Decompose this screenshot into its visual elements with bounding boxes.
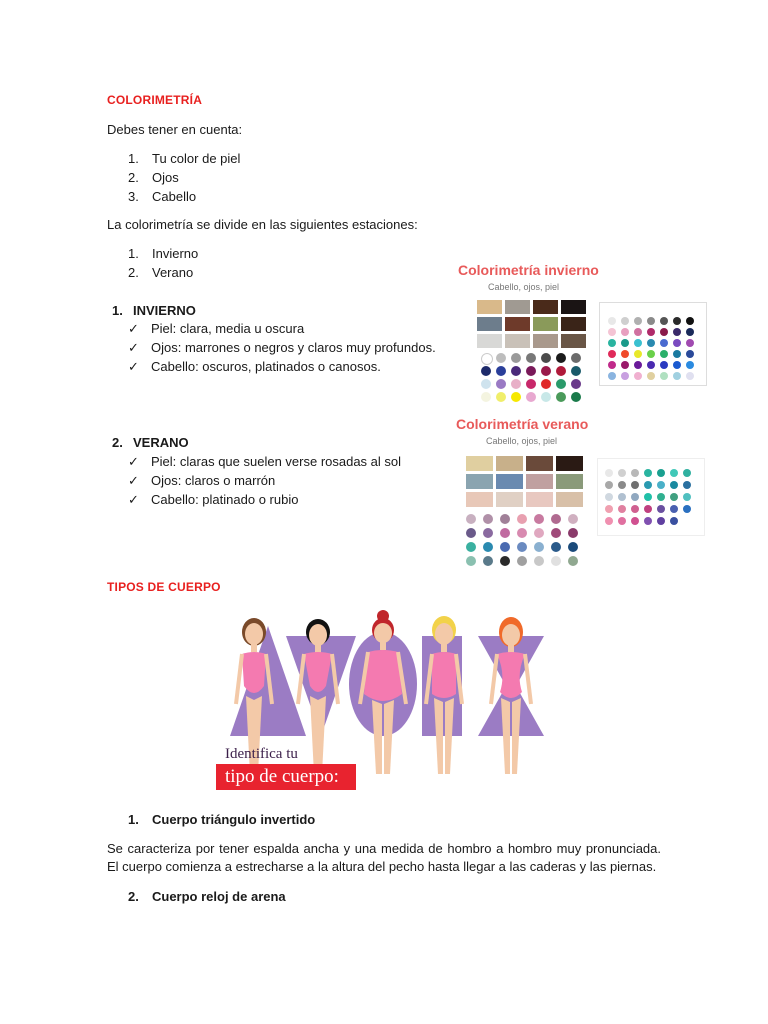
color-swatch xyxy=(526,366,536,376)
color-swatch xyxy=(621,339,629,347)
checkmark-icon: ✓ xyxy=(128,321,139,336)
color-swatch xyxy=(644,505,652,513)
color-swatch xyxy=(673,350,681,358)
banner-line-1: Identifica tu xyxy=(225,746,298,762)
color-swatch xyxy=(660,328,668,336)
factors-list xyxy=(107,150,407,210)
color-swatch xyxy=(670,517,678,525)
color-swatch xyxy=(634,339,642,347)
list-item: Verano xyxy=(152,265,194,280)
color-swatch xyxy=(466,542,476,552)
color-swatch xyxy=(496,366,506,376)
photo-swatch xyxy=(533,300,558,314)
panel-subtitle: Cabello, ojos, piel xyxy=(486,436,558,446)
color-swatch xyxy=(481,379,491,389)
color-swatch xyxy=(683,493,691,501)
checkmark-icon: ✓ xyxy=(128,454,139,469)
panel-title: Colorimetría invierno xyxy=(458,262,599,278)
body-types-image xyxy=(216,604,550,794)
color-swatch xyxy=(500,542,510,552)
color-swatch xyxy=(568,528,578,538)
color-swatch xyxy=(526,379,536,389)
color-swatch xyxy=(647,361,655,369)
color-swatch xyxy=(631,493,639,501)
item1-description: Se caracteriza por tener espalda ancha y una medida de hombro a hombro muy pronunciada. El cuerpo comienza a estrecharse a la altura del pecho hasta llegar a las caderas y las piernas. xyxy=(107,841,661,874)
color-swatch xyxy=(551,514,561,524)
color-swatch xyxy=(670,469,678,477)
list-item: Invierno xyxy=(152,246,199,261)
color-swatch xyxy=(621,328,629,336)
color-swatch xyxy=(673,361,681,369)
color-swatch xyxy=(605,481,613,489)
photo-swatch xyxy=(526,492,553,507)
color-swatch xyxy=(608,372,616,380)
color-swatch xyxy=(551,528,561,538)
photo-swatch xyxy=(496,456,523,471)
color-swatch xyxy=(673,339,681,347)
list-number: 2. xyxy=(128,170,139,185)
photo-swatch xyxy=(466,492,493,507)
color-swatch xyxy=(526,353,536,363)
photo-swatch xyxy=(505,317,530,331)
verano-number: 2. xyxy=(112,435,123,450)
seasons-list xyxy=(107,245,407,285)
color-swatch xyxy=(481,366,491,376)
color-swatch xyxy=(647,328,655,336)
color-swatch xyxy=(568,514,578,524)
seasons-intro: La colorimetría se divide en las siguientes estaciones: xyxy=(107,217,418,232)
item2-title: Cuerpo reloj de arena xyxy=(152,889,286,904)
color-swatch xyxy=(605,493,613,501)
color-swatch xyxy=(496,353,506,363)
item1-number: 1. xyxy=(128,812,139,827)
photo-swatch xyxy=(466,456,493,471)
intro-text: Debes tener en cuenta: xyxy=(107,122,243,137)
color-swatch xyxy=(526,392,536,402)
list-number: 1. xyxy=(128,246,139,261)
color-swatch xyxy=(571,366,581,376)
color-swatch xyxy=(500,556,510,566)
photo-swatch xyxy=(505,334,530,348)
color-swatch xyxy=(634,361,642,369)
color-swatch xyxy=(618,505,626,513)
color-swatch xyxy=(670,493,678,501)
photo-swatch xyxy=(477,334,502,348)
color-swatch xyxy=(608,339,616,347)
color-swatch xyxy=(483,556,493,566)
color-swatch xyxy=(631,481,639,489)
color-swatch xyxy=(631,517,639,525)
color-swatch xyxy=(481,353,493,365)
photo-swatch xyxy=(561,300,586,314)
list-item: Cabello xyxy=(152,189,197,204)
color-swatch xyxy=(534,528,544,538)
color-swatch xyxy=(660,361,668,369)
color-swatch xyxy=(541,366,551,376)
color-swatch xyxy=(644,493,652,501)
color-swatch xyxy=(605,505,613,513)
color-swatch xyxy=(556,379,566,389)
color-swatch xyxy=(534,514,544,524)
photo-swatch xyxy=(533,334,558,348)
color-swatch xyxy=(534,556,544,566)
item1-title: Cuerpo triángulo invertido xyxy=(152,812,316,827)
color-swatch xyxy=(517,542,527,552)
color-swatch xyxy=(605,469,613,477)
color-swatch xyxy=(634,350,642,358)
color-swatch xyxy=(686,361,694,369)
color-swatch xyxy=(673,328,681,336)
color-swatch xyxy=(686,339,694,347)
color-swatch xyxy=(571,353,581,363)
color-swatch xyxy=(657,481,665,489)
item2-number: 2. xyxy=(128,889,139,904)
color-swatch xyxy=(517,556,527,566)
color-swatch xyxy=(483,514,493,524)
bullet-text: Cabello: oscuros, platinados o canosos. xyxy=(151,359,381,374)
photo-swatch xyxy=(556,474,583,489)
color-swatch xyxy=(647,339,655,347)
color-swatch xyxy=(647,350,655,358)
color-swatch xyxy=(618,517,626,525)
bullet-text: Piel: claras que suelen verse rosadas al sol xyxy=(151,454,402,469)
palette-card xyxy=(599,302,707,386)
color-swatch xyxy=(608,317,616,325)
color-swatch xyxy=(657,517,665,525)
color-swatch xyxy=(605,517,613,525)
photo-swatch xyxy=(556,492,583,507)
color-swatch xyxy=(657,505,665,513)
color-swatch xyxy=(631,469,639,477)
color-swatch xyxy=(466,514,476,524)
photo-swatch xyxy=(477,317,502,331)
photo-swatch xyxy=(466,474,493,489)
color-swatch xyxy=(686,350,694,358)
color-swatch xyxy=(660,350,668,358)
color-swatch xyxy=(644,481,652,489)
invierno-title: INVIERNO xyxy=(133,303,196,318)
section-heading-tipos-cuerpo: TIPOS DE CUERPO xyxy=(107,580,221,594)
color-swatch xyxy=(618,481,626,489)
bullet-text: Piel: clara, media u oscura xyxy=(151,321,305,336)
invierno-palette-image xyxy=(455,258,710,408)
color-swatch xyxy=(621,372,629,380)
color-swatch xyxy=(517,514,527,524)
color-swatch xyxy=(618,469,626,477)
color-swatch xyxy=(621,350,629,358)
color-swatch xyxy=(496,379,506,389)
color-swatch xyxy=(500,514,510,524)
color-swatch xyxy=(541,353,551,363)
photo-swatch xyxy=(526,456,553,471)
swatch-grid xyxy=(477,300,589,404)
color-swatch xyxy=(511,353,521,363)
color-swatch xyxy=(517,528,527,538)
list-number: 2. xyxy=(128,265,139,280)
color-swatch xyxy=(657,469,665,477)
color-swatch xyxy=(670,481,678,489)
color-swatch xyxy=(608,328,616,336)
verano-palette-image xyxy=(455,412,710,570)
color-swatch xyxy=(500,528,510,538)
checkmark-icon: ✓ xyxy=(128,473,139,488)
color-swatch xyxy=(621,317,629,325)
invierno-bullets xyxy=(128,320,448,380)
list-item: Tu color de piel xyxy=(152,151,241,166)
checkmark-icon: ✓ xyxy=(128,492,139,507)
color-swatch xyxy=(496,392,506,402)
color-swatch xyxy=(660,339,668,347)
color-swatch xyxy=(556,353,566,363)
color-swatch xyxy=(556,366,566,376)
color-swatch xyxy=(644,517,652,525)
color-swatch xyxy=(608,350,616,358)
color-swatch xyxy=(466,556,476,566)
color-swatch xyxy=(551,556,561,566)
checkmark-icon: ✓ xyxy=(128,340,139,355)
color-swatch xyxy=(644,469,652,477)
color-swatch xyxy=(571,392,581,402)
color-swatch xyxy=(657,493,665,501)
color-swatch xyxy=(541,392,551,402)
color-swatch xyxy=(647,317,655,325)
color-swatch xyxy=(568,542,578,552)
color-swatch xyxy=(481,392,491,402)
bullet-text: Ojos: claros o marrón xyxy=(151,473,276,488)
color-swatch xyxy=(534,542,544,552)
list-item: Ojos xyxy=(152,170,179,185)
color-swatch xyxy=(673,372,681,380)
color-swatch xyxy=(634,372,642,380)
color-swatch xyxy=(634,317,642,325)
color-swatch xyxy=(511,366,521,376)
photo-swatch xyxy=(505,300,530,314)
color-swatch xyxy=(647,372,655,380)
list-number: 1. xyxy=(128,151,139,166)
color-swatch xyxy=(670,505,678,513)
color-swatch xyxy=(686,317,694,325)
photo-swatch xyxy=(561,334,586,348)
color-swatch xyxy=(686,328,694,336)
color-swatch xyxy=(686,372,694,380)
bullet-text: Cabello: platinado o rubio xyxy=(151,492,299,507)
photo-swatch xyxy=(561,317,586,331)
color-swatch xyxy=(660,372,668,380)
panel-subtitle: Cabello, ojos, piel xyxy=(488,282,560,292)
swatch-grid xyxy=(464,456,588,566)
color-swatch xyxy=(541,379,551,389)
verano-title: VERANO xyxy=(133,435,189,450)
color-swatch xyxy=(483,528,493,538)
color-swatch xyxy=(631,505,639,513)
color-swatch xyxy=(660,317,668,325)
section-heading-colorimetria: COLORIMETRÍA xyxy=(107,93,203,107)
invierno-number: 1. xyxy=(112,303,123,318)
color-swatch xyxy=(683,481,691,489)
photo-swatch xyxy=(526,474,553,489)
banner-line-2: tipo de cuerpo: xyxy=(225,766,339,787)
figure-3 xyxy=(360,610,406,774)
photo-swatch xyxy=(556,456,583,471)
photo-swatch xyxy=(496,492,523,507)
photo-swatch xyxy=(477,300,502,314)
panel-title: Colorimetría verano xyxy=(456,416,589,432)
bullet-text: Ojos: marrones o negros y claros muy profundos. xyxy=(151,340,436,355)
color-swatch xyxy=(568,556,578,566)
color-swatch xyxy=(556,392,566,402)
color-swatch xyxy=(571,379,581,389)
verano-bullets xyxy=(128,453,448,513)
color-swatch xyxy=(683,469,691,477)
color-swatch xyxy=(511,379,521,389)
checkmark-icon: ✓ xyxy=(128,359,139,374)
color-swatch xyxy=(618,493,626,501)
color-swatch xyxy=(683,505,691,513)
color-swatch xyxy=(673,317,681,325)
photo-swatch xyxy=(533,317,558,331)
color-swatch xyxy=(621,361,629,369)
color-swatch xyxy=(608,361,616,369)
color-swatch xyxy=(551,542,561,552)
color-swatch xyxy=(466,528,476,538)
color-swatch xyxy=(483,542,493,552)
list-number: 3. xyxy=(128,189,139,204)
color-swatch xyxy=(511,392,521,402)
photo-swatch xyxy=(496,474,523,489)
color-swatch xyxy=(634,328,642,336)
palette-card xyxy=(597,458,705,536)
